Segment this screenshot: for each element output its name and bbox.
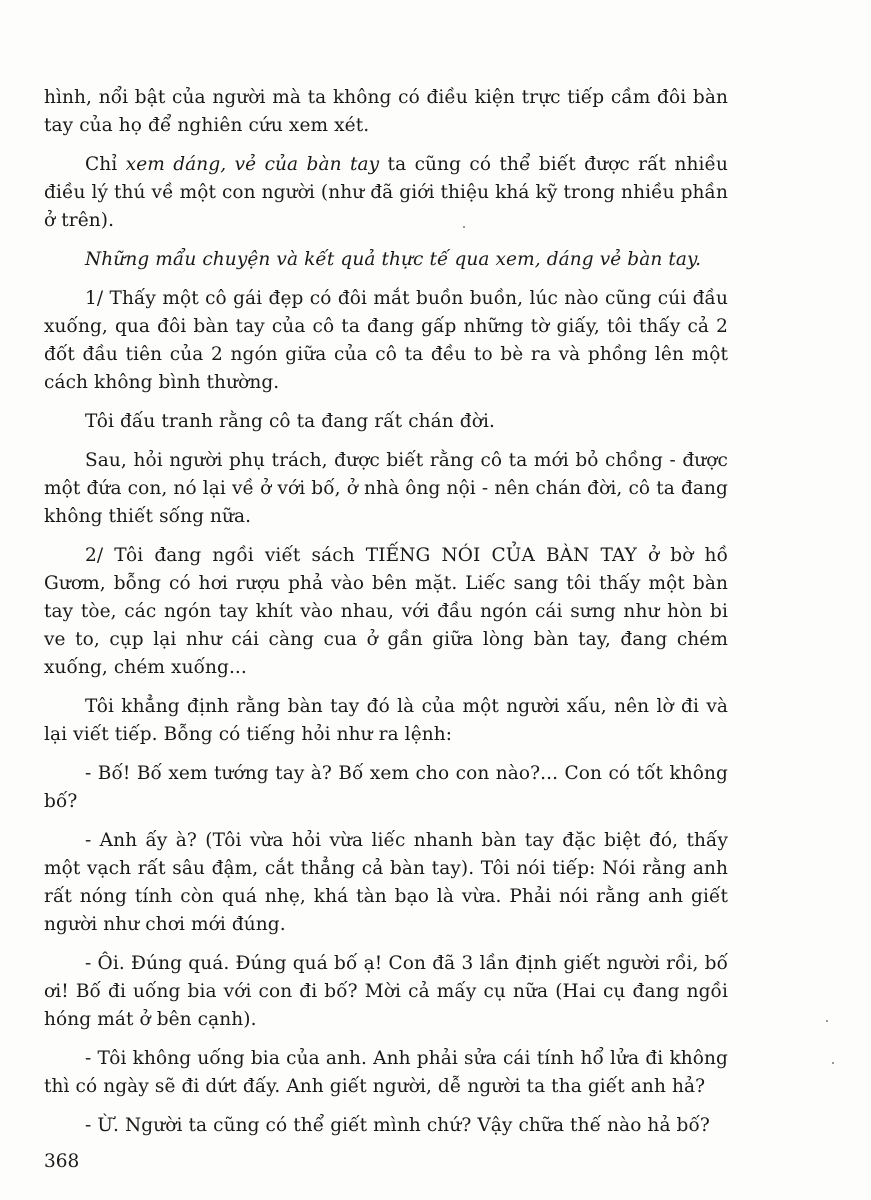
dialogue-line-5: - Ừ. Người ta cũng có thể giết mình chứ? Vậy chữa thế nào hả bố? [85,1115,710,1136]
section-heading: Những mẩu chuyện và kết quả thực tế qua xem, dáng vẻ bàn tay. [85,249,702,270]
intro-suffix: ta cũng có thể biết được rất nhiều điều lý thú về một con người (như đã giới thiệu khá kỹ trong nhiều phần ở trên). [44,154,728,231]
paragraph-story-2: 2/ Tôi đang ngồi viết sách TIẾNG NÓI CỦA BÀN TAY ở bờ hồ Gươm, bỗng có hơi rượu phả vào bên mặt. Liếc sang tôi thấy một bàn tay tòe, các ngón tay khít vào nhau, với đầu ngón cái sưng như hòn bi ve to, cụp lại như cái càng cua ở gần giữa lòng bàn tay, đang chém xuống, chém xuống... [44,545,728,678]
paragraph-story-1: 1/ Thấy một cô gái đẹp có đôi mắt buồn buồn, lúc nào cũng cúi đầu xuống, qua đôi bàn tay của cô ta đang gấp những tờ giấy, tôi thấy cả 2 đốt đầu tiên của 2 ngón giữa của cô ta đều to bè ra và phồng lên một cách không bình thường. [44,288,728,393]
paragraph-intro [44,151,728,235]
paragraph-followup-1: Sau, hỏi người phụ trách, được biết rằng cô ta mới bỏ chồng - được một đứa con, nó lại về ở với bố, ở nhà ông nội - nên chán đời, cô ta đang không thiết sống nữa. [44,450,728,527]
intro-emphasis: xem dáng, vẻ của bàn tay [125,154,380,175]
paragraph-conclusion-1: Tôi đấu tranh rằng cô ta đang rất chán đời. [85,411,495,432]
body-text [44,84,728,1151]
dialogue-line-4: - Tôi không uống bia của anh. Anh phải sửa cái tính hổ lửa đi không thì có ngày sẽ đi dứt đấy. Anh giết người, dễ người ta tha giết anh hả? [44,1048,728,1097]
paragraph-judgement-2: Tôi khẳng định rằng bàn tay đó là của một người xấu, nên lờ đi và lại viết tiếp. Bỗng có tiếng hỏi như ra lệnh: [44,696,728,745]
scan-speck [832,1062,834,1064]
intro-prefix: Chỉ [85,154,126,175]
scan-speck [463,226,465,228]
dialogue-line-1: - Bố! Bố xem tướng tay à? Bố xem cho con nào?... Con có tốt không bố? [44,763,728,812]
scan-speck [826,1020,828,1022]
page-number: 368 [44,1151,80,1172]
dialogue-line-2: - Anh ấy à? (Tôi vừa hỏi vừa liếc nhanh bàn tay đặc biệt đó, thấy một vạch rất sâu đậm, cắt thẳng cả bàn tay). Tôi nói tiếp: Nói rằng anh rất nóng tính còn quá nhẹ, khá tàn bạo là vừa. Phải nói rằng anh giết người như chơi mới đúng. [44,830,728,935]
paragraph-continuation: hình, nổi bật của người mà ta không có điều kiện trực tiếp cầm đôi bàn tay của họ để nghiên cứu xem xét. [44,87,728,136]
dialogue-line-3: - Ôi. Đúng quá. Đúng quá bố ạ! Con đã 3 lần định giết người rồi, bố ơi! Bố đi uống bia với con đi bố? Mời cả mấy cụ nữa (Hai cụ đang ngồi hóng mát ở bên cạnh). [44,953,728,1030]
